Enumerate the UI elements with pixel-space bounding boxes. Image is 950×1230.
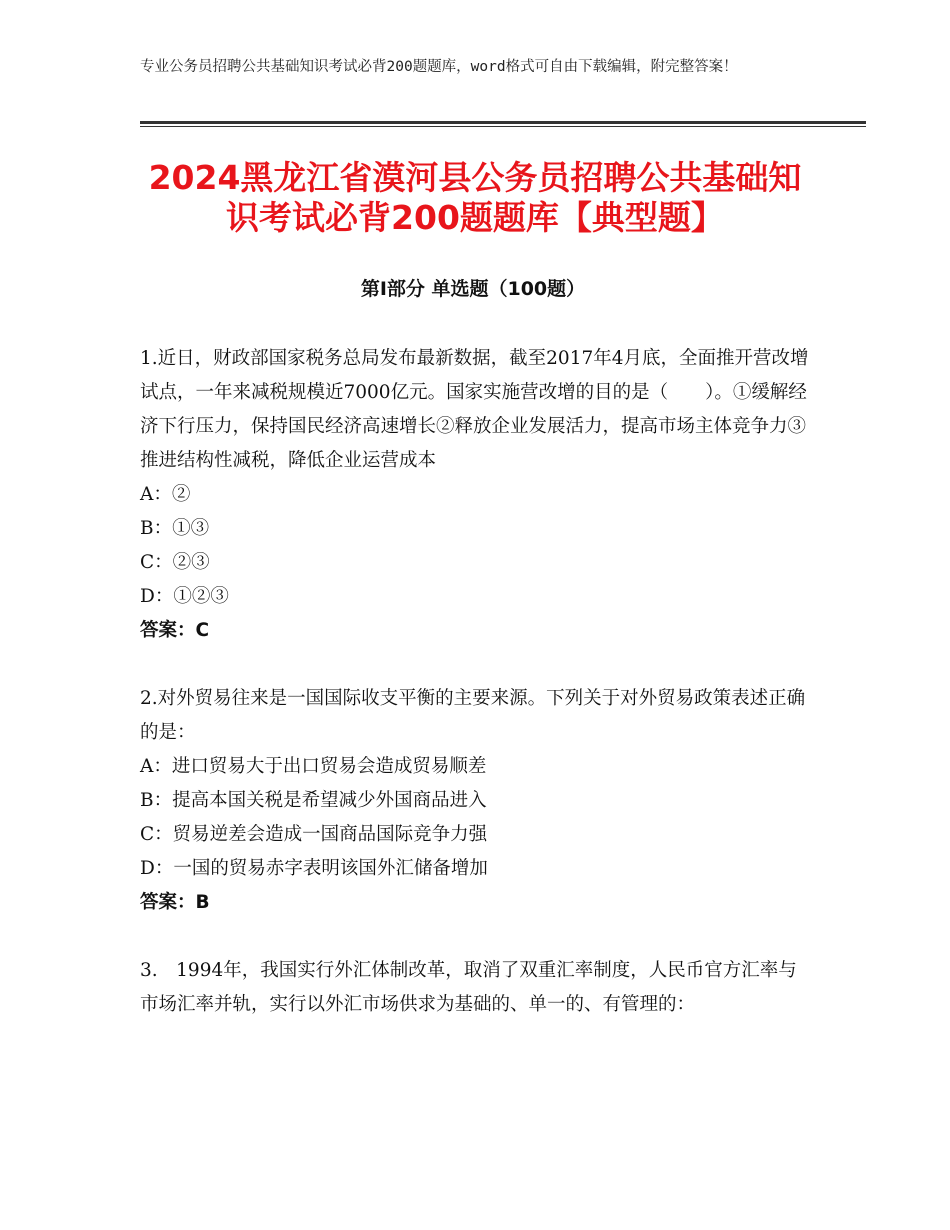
question-3 bbox=[140, 954, 810, 1022]
question-list bbox=[140, 342, 810, 1056]
document-title bbox=[120, 158, 830, 238]
option-c: C：贸易逆差会造成一国商品国际竞争力强 bbox=[140, 824, 488, 845]
document-title-line-1: 2024黑龙江省漠河县公务员招聘公共基础知 bbox=[148, 158, 802, 197]
answer-line bbox=[140, 886, 810, 920]
answer-value: B bbox=[195, 892, 210, 913]
question-stem: 2.对外贸易往来是一国国际收支平衡的主要来源。下列关于对外贸易政策表述正确的是： bbox=[140, 688, 806, 743]
question-stem: 3. 1994年，我国实行外汇体制改革，取消了双重汇率制度，人民币官方汇率与市场汇率并轨，实行以外汇市场供求为基础的、单一的、有管理的： bbox=[140, 960, 797, 1015]
answer-label: 答案： bbox=[140, 620, 196, 641]
header-divider-thin bbox=[140, 126, 866, 127]
header-note: 专业公务员招聘公共基础知识考试必背200题题库，word格式可自由下载编辑，附完整答案！ bbox=[140, 59, 738, 75]
option-a: A：② bbox=[140, 484, 191, 505]
header-divider-thick bbox=[140, 121, 866, 124]
option-b: B：①③ bbox=[140, 518, 210, 539]
answer-label: 答案： bbox=[140, 892, 196, 913]
option-a: A：进口贸易大于出口贸易会造成贸易顺差 bbox=[140, 756, 487, 777]
option-d: D：①②③ bbox=[140, 586, 229, 607]
option-b: B：提高本国关税是希望减少外国商品进入 bbox=[140, 790, 487, 811]
section-title: 第Ⅰ部分 单选题（100题） bbox=[360, 278, 586, 300]
option-c: C：②③ bbox=[140, 552, 210, 573]
option-d: D：一国的贸易赤字表明该国外汇储备增加 bbox=[140, 858, 488, 879]
answer-value: C bbox=[195, 620, 210, 641]
question-stem: 1.近日，财政部国家税务总局发布最新数据，截至2017年4月底，全面推开营改增试点，一年来减税规模近7000亿元。国家实施营改增的目的是（ ）。①缓解经济下行压力，保持国民经济高速增长②释放企业发展活力，提高市场主体竞争力③推进结构性减税，降低企业运营成本 bbox=[140, 348, 809, 471]
question-1 bbox=[140, 342, 810, 648]
document-title-line-2: 识考试必背200题题库【典型题】 bbox=[226, 198, 724, 237]
question-2 bbox=[140, 682, 810, 920]
answer-line bbox=[140, 614, 810, 648]
